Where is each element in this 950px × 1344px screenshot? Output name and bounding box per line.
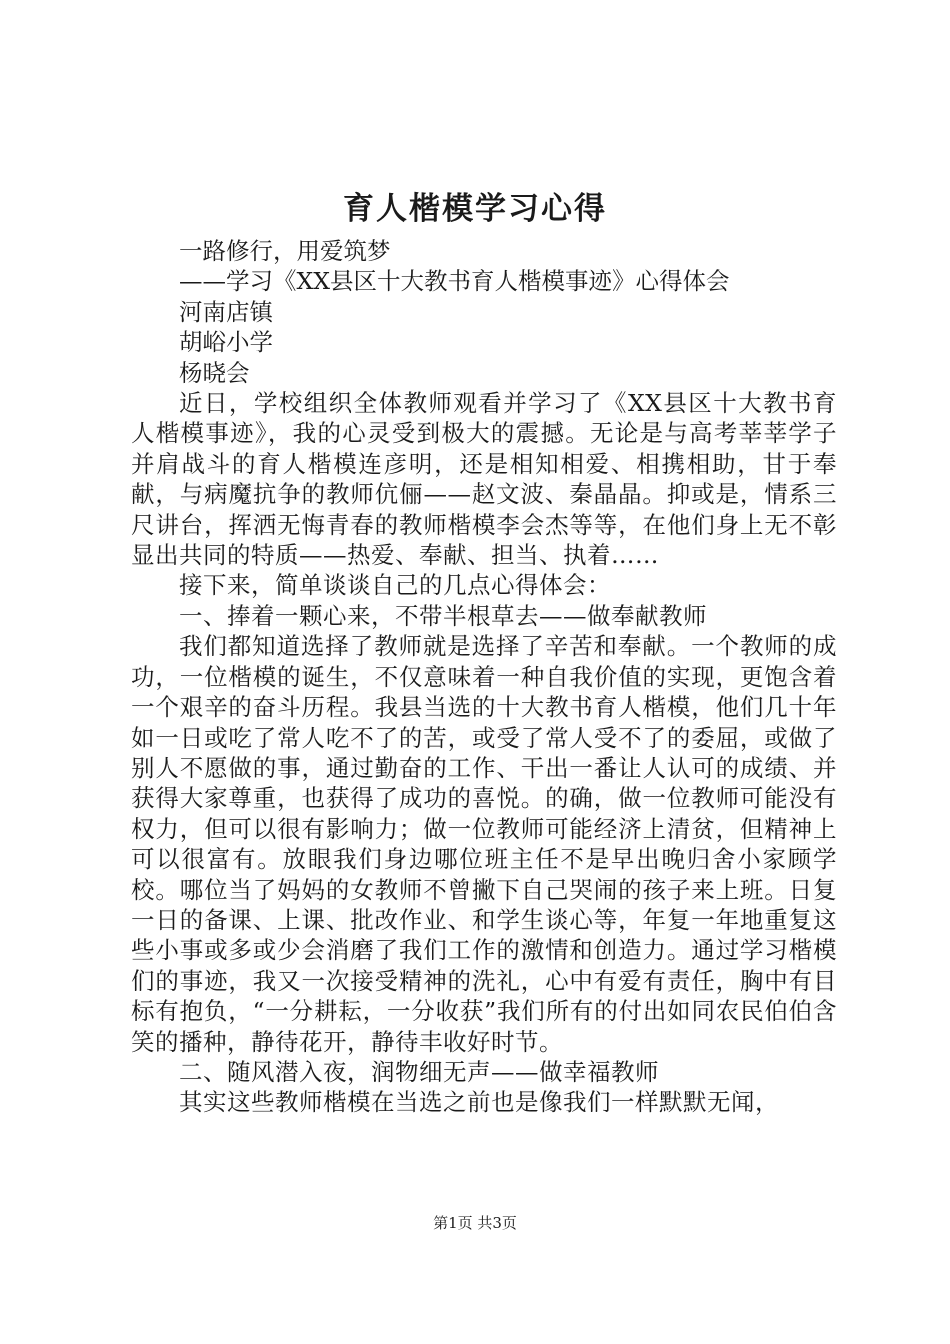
transition-paragraph: 接下来，简单谈谈自己的几点心得体会： bbox=[179, 571, 611, 600]
section-body-2: 其实这些教师楷模在当选之前也是像我们一样默默无闻， bbox=[179, 1088, 779, 1117]
author-name: 杨晓会 bbox=[179, 358, 250, 387]
document-body bbox=[131, 236, 837, 1118]
page-footer: 第1页 共3页 bbox=[433, 1214, 517, 1232]
section-heading-1: 一、捧着一颗心来，不带半根草去——做奉献教师 bbox=[179, 601, 707, 630]
section-heading-2: 二、随风潜入夜，润物细无声——做幸福教师 bbox=[179, 1057, 659, 1086]
author-town: 河南店镇 bbox=[179, 297, 273, 326]
author-school: 胡峪小学 bbox=[179, 328, 273, 357]
section-body-1: 我们都知道选择了教师就是选择了辛苦和奉献。一个教师的成功，一位楷模的诞生，不仅意味着一种自我价值的实现，更饱含着一个艰辛的奋斗历程。我县当选的十大教书育人楷模，他们几十年如一日或吃了常人吃不了的苦，或受了常人受不了的委屈，或做了别人不愿做的事，通过勤奋的工作、干出一番让人认可的成绩、并获得大家尊重，也获得了成功的喜悦。的确，做一位教师可能没有权力，但可以很有影响力；做一位教师可能经济上清贫，但精神上可以很富有。放眼我们身边哪位班主任不是早出晚归舍小家顾学校。哪位当了妈妈的女教师不曾撇下自己哭闹的孩子来上班。日复一日的备课、上课、批改作业、和学生谈心等，年复一年地重复这些小事或多或少会消磨了我们工作的激情和创造力。通过学习楷模们的事迹，我又一次接受精神的洗礼，心中有爱有责任，胸中有目标有抱负，“一分耕耘，一分收获”我们所有的付出如同农民伯伯含笑的播种，静待花开，静待丰收好时节。 bbox=[131, 632, 837, 1056]
intro-paragraph: 近日，学校组织全体教师观看并学习了《XX县区十大教书育人楷模事迹》，我的心灵受到极大的震撼。无论是与高考莘莘学子并肩战斗的育人楷模连彦明，还是相知相爱、相携相助，甘于奉献，与病魔抗争的教师伉俪——赵文波、秦晶晶。抑或是，情系三尺讲台，挥洒无悔青春的教师楷模李会杰等等，在他们身上无不彰显出共同的特质——热爱、奉献、担当、执着…… bbox=[131, 389, 837, 570]
subtitle-study-line: ——学习《XX县区十大教书育人楷模事迹》心得体会 bbox=[179, 267, 730, 296]
document-title: 育人楷模学习心得 bbox=[343, 191, 607, 227]
subtitle-line: 一路修行，用爱筑梦 bbox=[179, 237, 391, 265]
